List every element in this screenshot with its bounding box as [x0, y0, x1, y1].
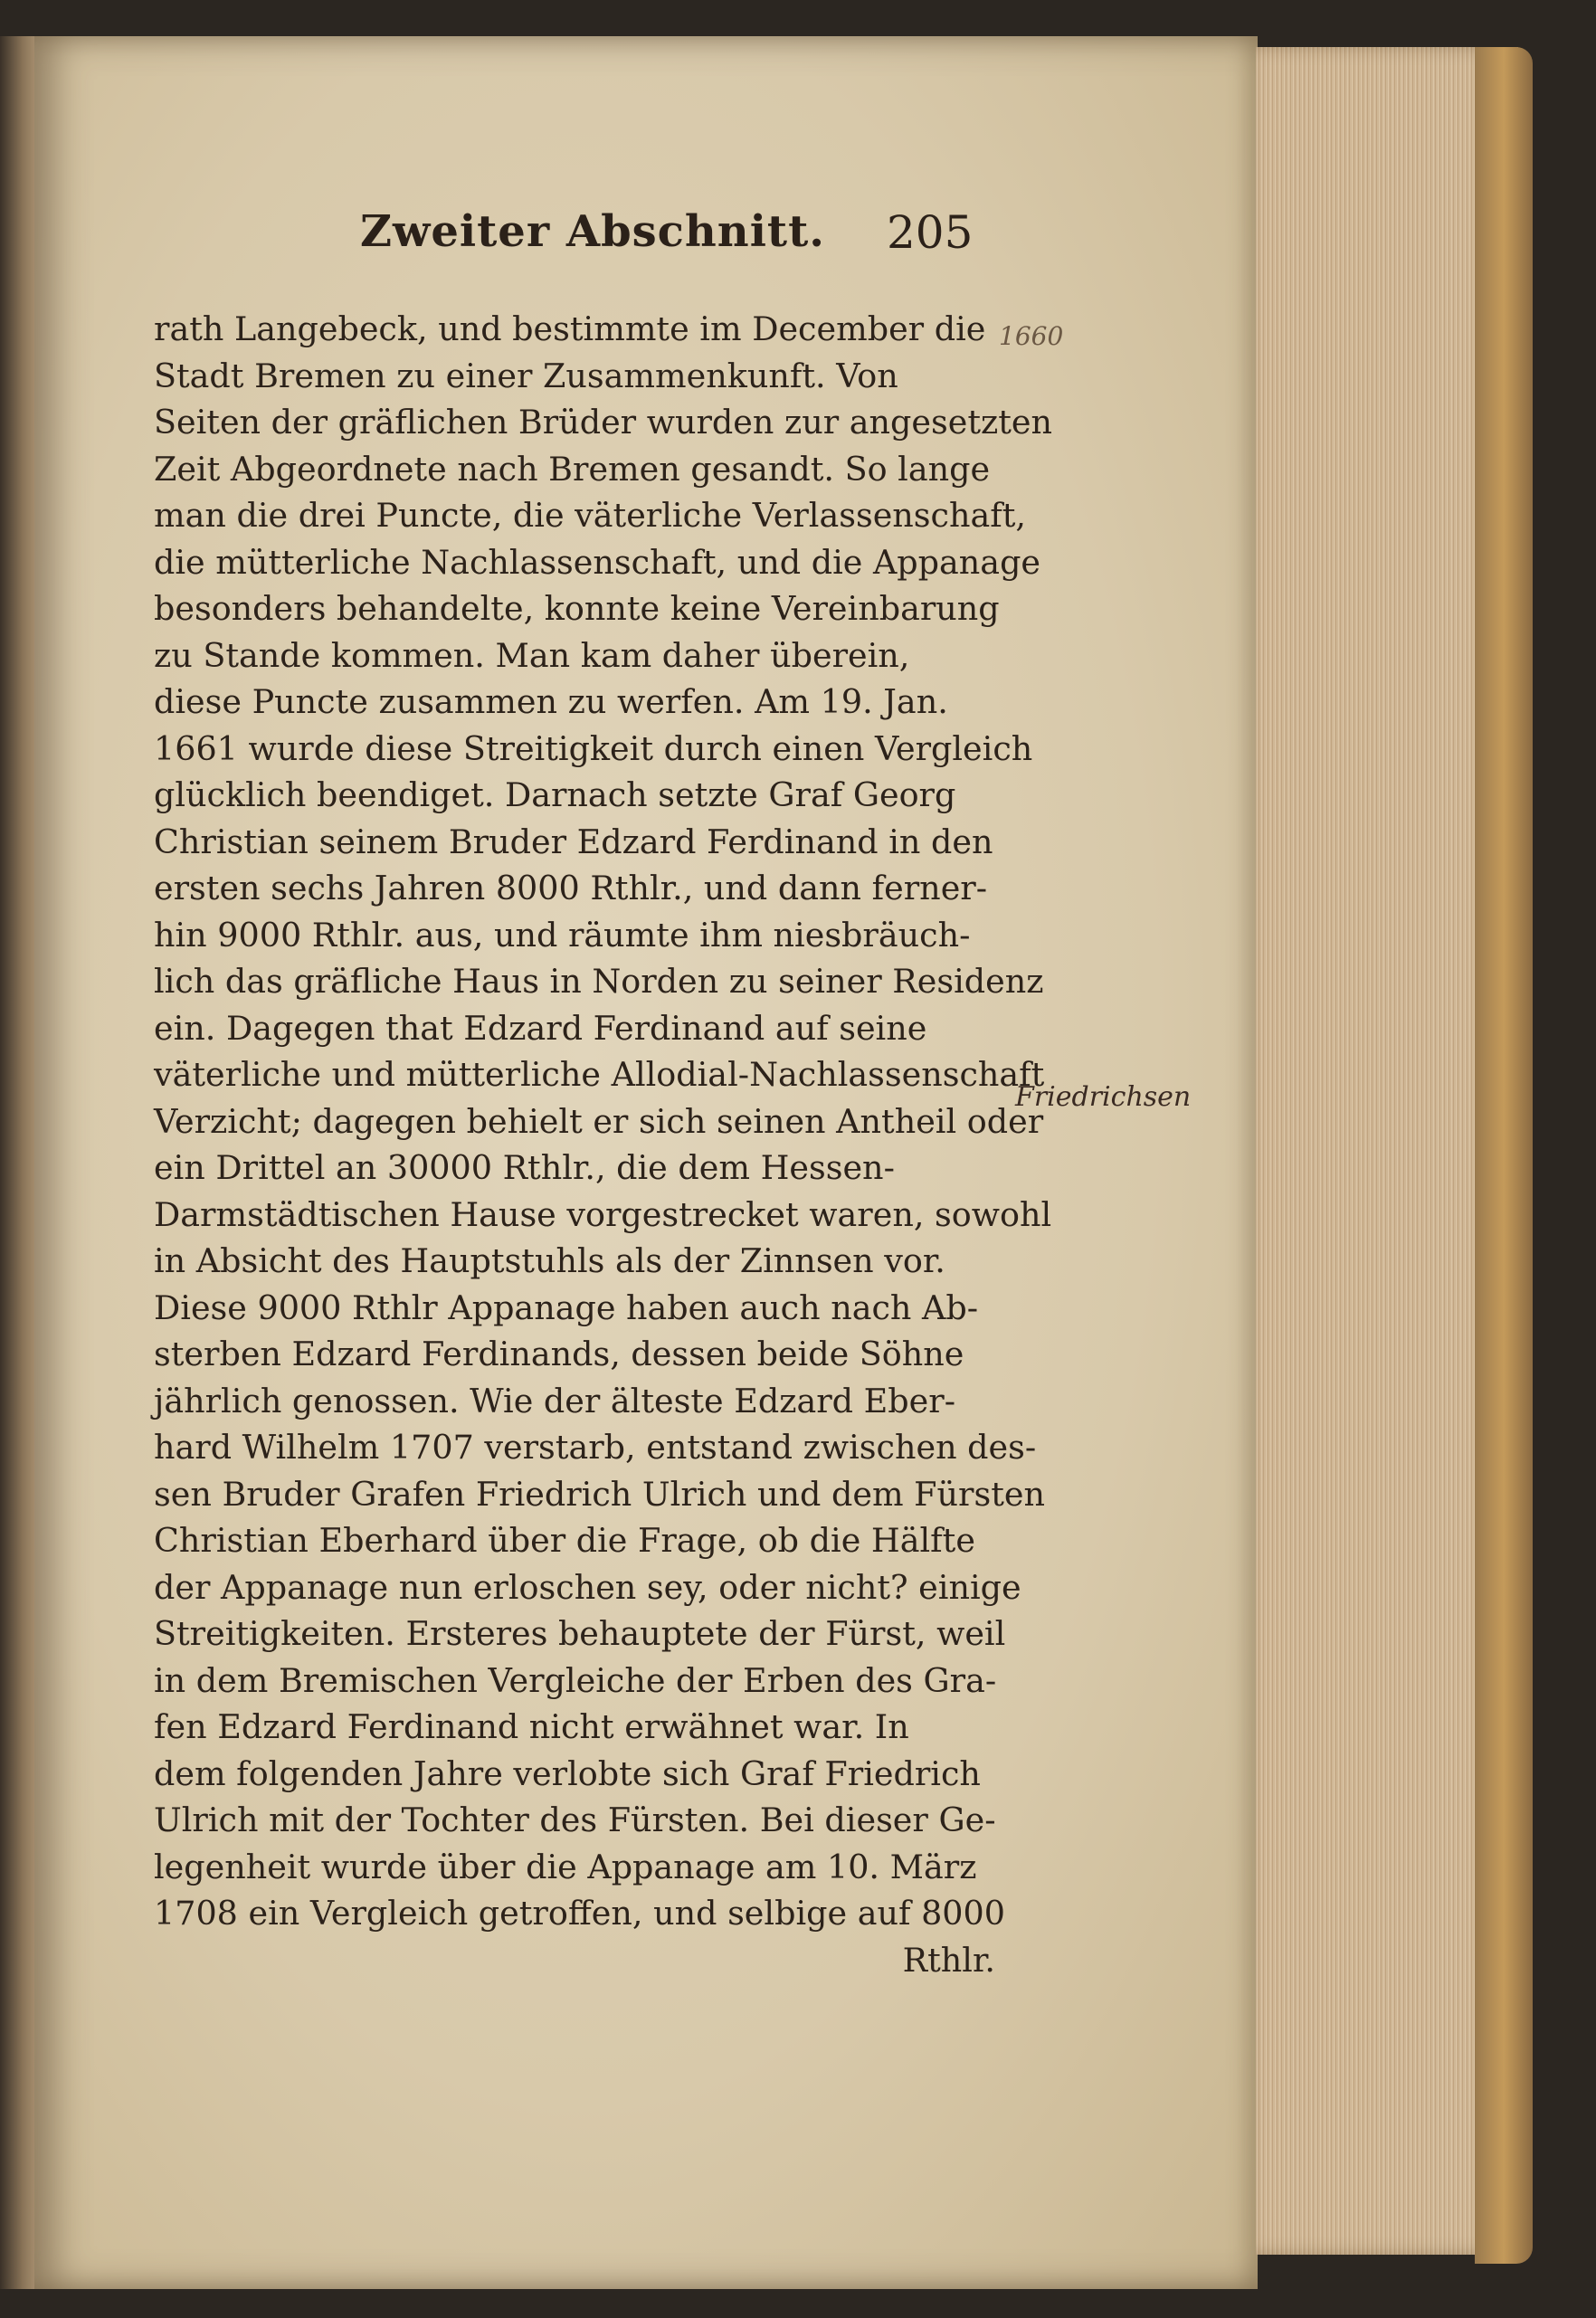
catchword: Rthlr. [902, 1940, 995, 1980]
text-line: in Absicht des Hauptstuhls als der Zinnsen vor. [154, 1241, 945, 1280]
text-line: die mütterliche Nachlassenschaft, und die Appanage [154, 542, 1041, 582]
text-line: hin 9000 Rthlr. aus, und räumte ihm niesbräuch- [154, 915, 971, 955]
running-head-title: Zweiter Abschnitt. [360, 206, 825, 257]
text-line: legenheit wurde über die Appanage am 10. März [154, 1847, 977, 1886]
text-line: jährlich genossen. Wie der älteste Edzard Eber- [154, 1381, 956, 1420]
text-line: Darmstädtischen Hause vorgestrecket waren, sowohl [154, 1194, 1052, 1234]
text-line: rath Langebeck, und bestimmte im December die [154, 309, 986, 348]
text-line: fen Edzard Ferdinand nicht erwähnet war. In [154, 1707, 909, 1746]
text-line: Streitigkeiten. Ersteres behauptete der Fürst, weil [154, 1614, 1006, 1653]
text-line: hard Wilhelm 1707 verstarb, entstand zwischen des- [154, 1428, 1037, 1467]
text-line: besonders behandelte, konnte keine Vereinbarung [154, 589, 1000, 628]
text-line: ein Drittel an 30000 Rthlr., die dem Hessen- [154, 1148, 895, 1187]
text-line: Christian seinem Bruder Edzard Ferdinand in den [154, 822, 993, 861]
text-line: zu Stande kommen. Man kam daher überein, [154, 635, 910, 675]
text-line: in dem Bremischen Vergleiche der Erben des Gra- [154, 1660, 997, 1700]
text-line: Stadt Bremen zu einer Zusammenkunft. Von [154, 356, 898, 395]
text-line: glücklich beendiget. Darnach setzte Graf Georg [154, 775, 956, 814]
margin-year: 1660 [999, 321, 1064, 351]
text-line: man die drei Puncte, die väterliche Verlassenschaft, [154, 496, 1027, 535]
text-line: Ulrich mit der Tochter des Fürsten. Bei dieser Ge- [154, 1800, 996, 1839]
text-line: sterben Edzard Ferdinands, dessen beide Söhne [154, 1335, 964, 1373]
page-number: 205 [887, 206, 974, 259]
handwritten-margin-annotation: Friedrichsen [1015, 1081, 1192, 1113]
text-line: 1708 ein Vergleich getroffen, und selbige auf 8000 [154, 1894, 1005, 1933]
text-line: ersten sechs Jahren 8000 Rthlr., und dann ferner- [154, 869, 988, 907]
text-line: sen Bruder Grafen Friedrich Ulrich und dem Fürsten [154, 1474, 1045, 1514]
text-line: Diese 9000 Rthlr Appanage haben auch nach Ab- [154, 1287, 979, 1327]
text-line: diese Puncte zusammen zu werfen. Am 19. Jan. [154, 682, 948, 721]
text-line: ein. Dagegen that Edzard Ferdinand auf seine [154, 1008, 927, 1048]
text-line: dem folgenden Jahre verlobte sich Graf Friedrich [154, 1753, 981, 1793]
text-line: 1661 wurde diese Streitigkeit durch einen Vergleich [154, 728, 1033, 768]
running-head [127, 206, 974, 270]
text-line: lich das gräfliche Haus in Norden zu seiner Residenz [154, 962, 1044, 1001]
text-line: Zeit Abgeordnete nach Bremen gesandt. So lange [154, 449, 991, 489]
text-line: der Appanage nun erloschen sey, oder nicht? einige [154, 1567, 1021, 1607]
text-line: Seiten der gräflichen Brüder wurden zur angesetzten [154, 403, 1053, 442]
text-line: Verzicht; dagegen behielt er sich seinen Antheil oder [154, 1101, 1044, 1141]
text-line: Christian Eberhard über die Frage, ob die Hälfte [154, 1521, 975, 1560]
book-cover-edge [1475, 47, 1533, 2264]
text-line: väterliche und mütterliche Allodial-Nachlassenschaft [154, 1055, 1045, 1094]
